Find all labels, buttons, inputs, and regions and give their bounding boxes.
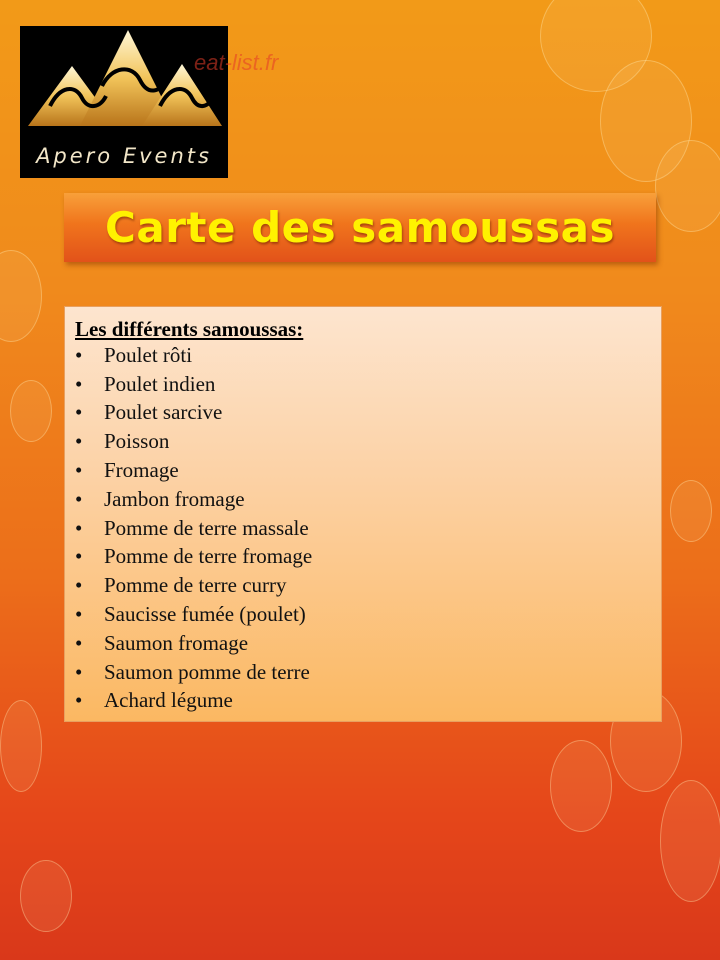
logo-text: Apero Events bbox=[36, 144, 212, 168]
list-item bbox=[65, 514, 312, 543]
list-item bbox=[65, 427, 312, 456]
list-item bbox=[65, 485, 312, 514]
bokeh-decoration bbox=[660, 780, 720, 902]
samoussa-list bbox=[65, 341, 312, 715]
bullet-icon: • bbox=[75, 458, 83, 483]
bullet-icon: • bbox=[75, 429, 83, 454]
bullet-icon: • bbox=[75, 371, 83, 396]
list-item bbox=[65, 687, 312, 716]
list-item-label: Achard légume bbox=[104, 688, 233, 713]
bullet-icon: • bbox=[75, 573, 83, 598]
list-item-label: Saucisse fumée (poulet) bbox=[104, 602, 306, 627]
bokeh-decoration bbox=[0, 700, 42, 792]
bullet-icon: • bbox=[75, 486, 83, 511]
list-item bbox=[65, 456, 312, 485]
bullet-icon: • bbox=[75, 544, 83, 569]
list-item bbox=[65, 658, 312, 687]
list-item-label: Saumon fromage bbox=[104, 630, 249, 655]
page-title: Carte des samoussas bbox=[105, 203, 615, 252]
list-item-label: Pomme de terre fromage bbox=[104, 544, 313, 569]
list-item-label: Pomme de terre curry bbox=[104, 573, 287, 598]
list-item-label: Poulet rôti bbox=[104, 342, 193, 367]
list-item bbox=[65, 571, 312, 600]
list-item-label: Poisson bbox=[104, 429, 170, 454]
bokeh-decoration bbox=[10, 380, 52, 442]
list-item-label: Jambon fromage bbox=[104, 486, 245, 511]
bullet-icon: • bbox=[75, 342, 83, 367]
bokeh-decoration bbox=[20, 860, 72, 932]
bullet-icon: • bbox=[75, 400, 83, 425]
list-item-label: Poulet indien bbox=[104, 371, 216, 396]
list-item-label: Poulet sarcive bbox=[104, 400, 223, 425]
watermark-text: eat-list.fr bbox=[194, 50, 279, 75]
bullet-icon: • bbox=[75, 515, 83, 540]
apero-events-logo bbox=[20, 26, 228, 178]
list-item bbox=[65, 399, 312, 428]
samoussa-list-panel bbox=[64, 306, 662, 722]
list-item-label: Fromage bbox=[104, 458, 179, 483]
bokeh-decoration bbox=[655, 140, 720, 232]
bokeh-decoration bbox=[550, 740, 612, 832]
list-item-label: Pomme de terre massale bbox=[104, 515, 309, 540]
bullet-icon: • bbox=[75, 659, 83, 684]
bokeh-decoration bbox=[670, 480, 712, 542]
list-item-label: Saumon pomme de terre bbox=[104, 659, 310, 684]
bokeh-decoration bbox=[0, 250, 42, 342]
list-heading: Les différents samoussas: bbox=[75, 317, 304, 341]
list-item bbox=[65, 629, 312, 658]
list-item bbox=[65, 370, 312, 399]
title-banner bbox=[64, 193, 656, 262]
list-item bbox=[65, 600, 312, 629]
bullet-icon: • bbox=[75, 630, 83, 655]
list-item bbox=[65, 543, 312, 572]
bullet-icon: • bbox=[75, 602, 83, 627]
list-item bbox=[65, 341, 312, 370]
bullet-icon: • bbox=[75, 688, 83, 713]
